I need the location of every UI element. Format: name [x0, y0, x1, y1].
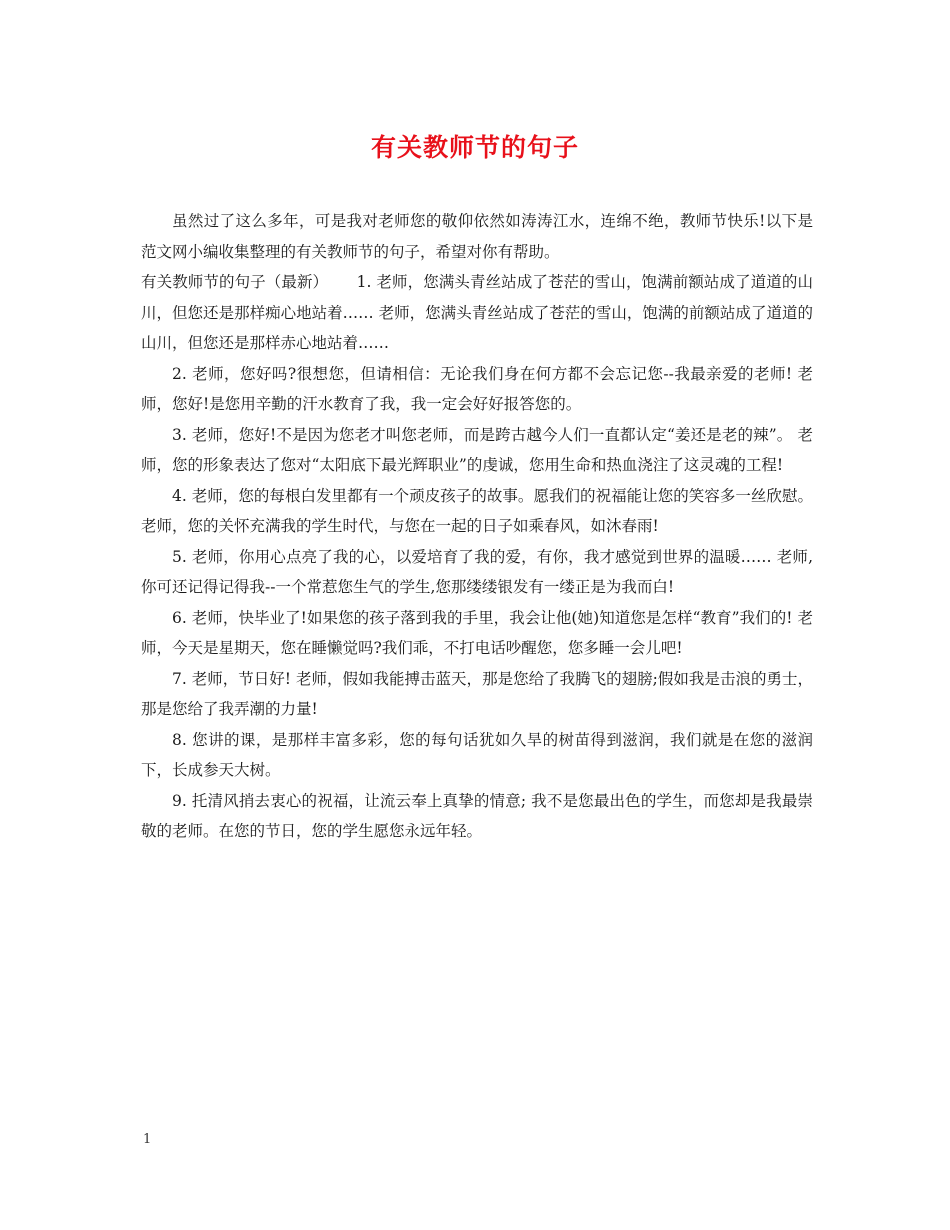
list-item: 8. 您讲的课，是那样丰富多彩，您的每句话犹如久旱的树苗得到滋润，我们就是在您的滋润下，长成参天大树。 — [141, 730, 813, 779]
list-item: 4. 老师，您的每根白发里都有一个顽皮孩子的故事。愿我们的祝福能让您的笑容多一丝欣慰。 老师，您的关怀充满我的学生时代，与您在一起的日子如乘春风，如沐春雨! — [141, 486, 813, 535]
page-title: 有关教师节的句子 — [370, 133, 579, 162]
list-item: 7. 老师，节日好! 老师，假如我能搏击蓝天，那是您给了我腾飞的翅膀;假如我是击浪的勇士，那是您给了我弄潮的力量! — [141, 669, 813, 718]
list-item: 9. 托清风捎去衷心的祝福，让流云奉上真挚的情意; 我不是您最出色的学生，而您却是我最崇敬的老师。在您的节日，您的学生愿您永远年轻。 — [141, 791, 813, 840]
list-item: 2. 老师，您好吗?很想您，但请相信：无论我们身在何方都不会忘记您--我最亲爱的老师! 老师，您好!是您用辛勤的汗水教育了我，我一定会好好报答您的。 — [141, 364, 813, 413]
list-item: 5. 老师，你用心点亮了我的心，以爱培育了我的爱，有你，我才感觉到世界的温暖…… 老师,你可还记得记得我--一个常惹您生气的学生,您那缕缕银发有一缕正是为我而白! — [141, 547, 813, 596]
list-item: 6. 老师，快毕业了!如果您的孩子落到我的手里，我会让他(她)知道您是怎样“教育”我们的! 老师，今天是星期天，您在睡懒觉吗?我们乖，不打电话吵醒您，您多睡一会儿吧! — [141, 608, 813, 657]
intro-paragraph: 虽然过了这么多年，可是我对老师您的敬仰依然如涛涛江水，连绵不绝，教师节快乐!以下是范文网小编收集整理的有关教师节的句子，希望对你有帮助。 — [141, 212, 813, 261]
section-paragraph: 有关教师节的句子（最新） 1. 老师，您满头青丝站成了苍茫的雪山，饱满前额站成了道道的山川，但您还是那样痴心地站着…… 老师，您满头青丝站成了苍茫的雪山，饱满的前额站成了道道的山川，但您还是那样赤心地站着…… — [141, 273, 813, 352]
document-body — [141, 206, 813, 847]
page-number: 1 — [143, 1132, 152, 1147]
list-item: 3. 老师，您好!不是因为您老才叫您老师，而是跨古越今人们一直都认定“姜还是老的辣”。 老师，您的形象表达了您对“太阳底下最光辉职业”的虔诚，您用生命和热血浇注了这灵魂的工程! — [141, 425, 813, 474]
